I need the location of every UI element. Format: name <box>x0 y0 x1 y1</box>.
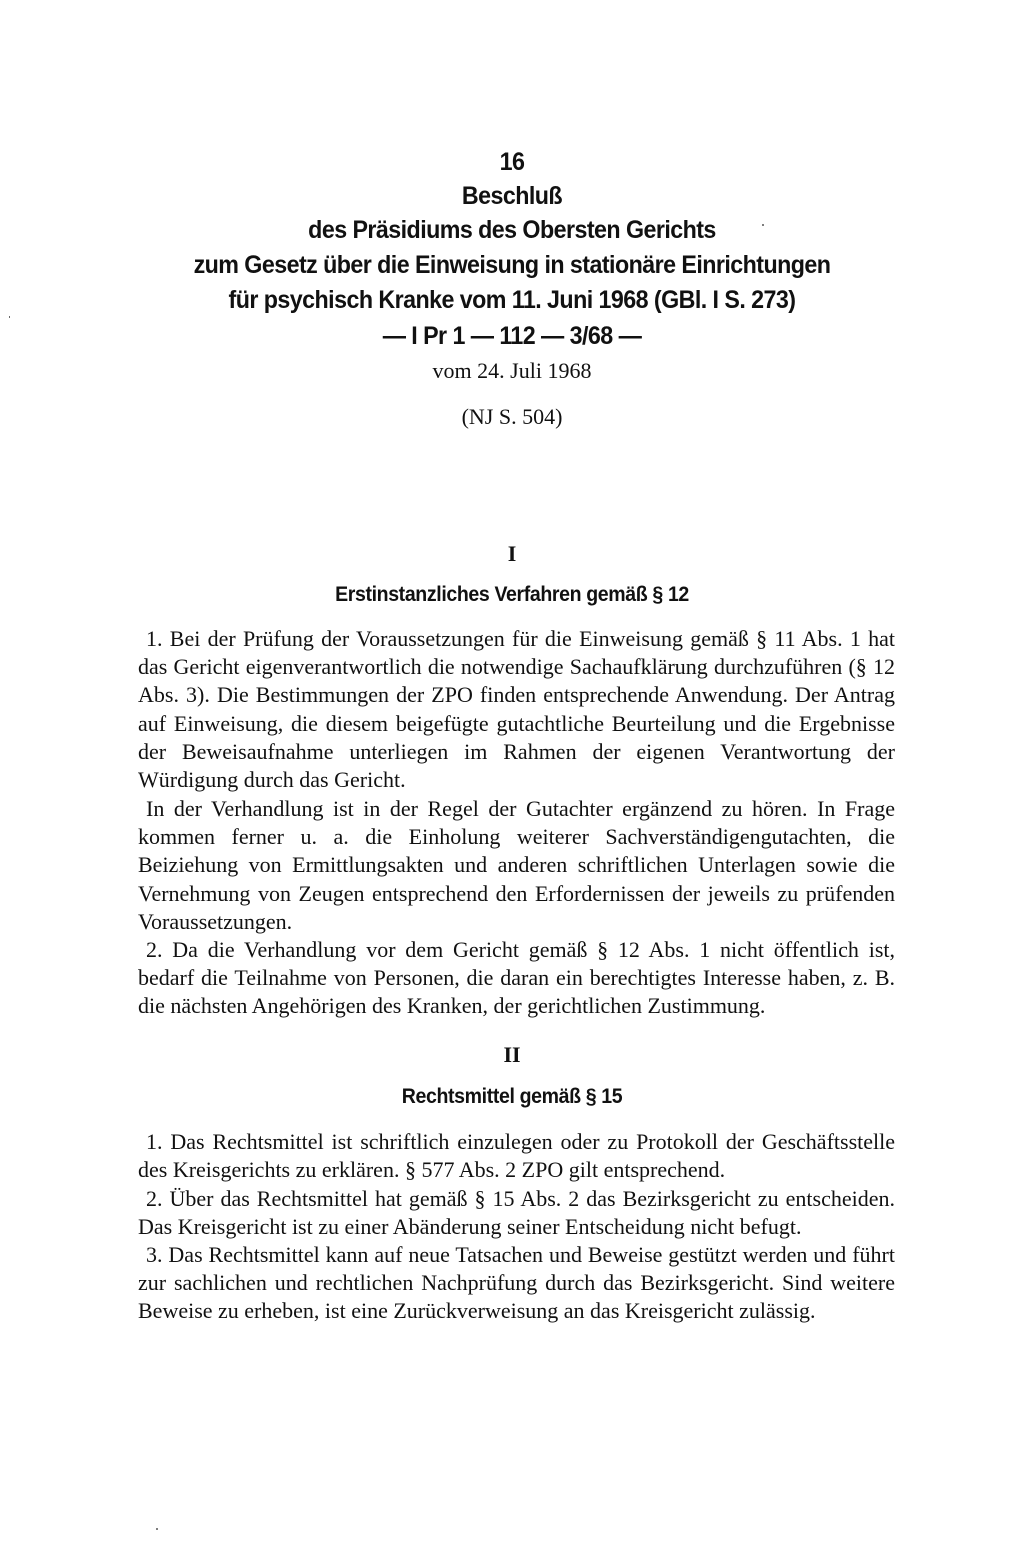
section-2-title: Rechtsmittel gemäß § 15 <box>401 1085 623 1108</box>
law-date-line: für psychisch Kranke vom 11. Juni 1968 (GBl. I S. 273) <box>228 286 796 314</box>
law-title-line: zum Gesetz über die Einweisung in stationäre Einrichtungen <box>193 251 831 279</box>
section-1-number: I <box>507 541 517 566</box>
section-1-paragraph-2: In der Verhandlung ist in der Regel der Gutachter ergänzend zu hören. In Frage kommen ferner u. a. die Einholung weiterer Sachverständigengutachten, die Beiziehung von Ermittlungsakten und anderen schriftlichen Unterlagen sowie die Vernehmung von Zeugen entsprechend den Erfordernissen der jeweils zu prüfenden Voraussetzungen. <box>138 796 895 934</box>
scan-speck <box>156 1528 158 1530</box>
section-2-paragraph-2: 2. Über das Rechtsmittel hat gemäß § 15 Abs. 2 das Bezirksgericht zu entscheiden. Das Kreisgericht ist zu einer Abänderung seiner Entscheidung nicht befugt. <box>138 1186 895 1240</box>
section-1-title: Erstinstanzliches Verfahren gemäß § 12 <box>335 583 689 606</box>
section-2-number: II <box>503 1042 521 1067</box>
document-title: Beschluß <box>461 182 563 210</box>
case-reference: — I Pr 1 — 112 — 3/68 — <box>382 322 642 350</box>
section-2-paragraph-1: 1. Das Rechtsmittel ist schriftlich einzulegen oder zu Protokoll der Geschäftsstelle des Kreisgerichts zu erklären. § 577 Abs. 2 ZPO gilt entsprechend. <box>138 1129 895 1183</box>
scan-speck <box>9 316 10 318</box>
publication-source: (NJ S. 504) <box>461 404 563 429</box>
decision-date: vom 24. Juli 1968 <box>432 358 592 383</box>
scan-speck <box>762 224 764 226</box>
section-1-paragraph-3: 2. Da die Verhandlung vor dem Gericht gemäß § 12 Abs. 1 nicht öffentlich ist, bedarf die Teilnahme von Personen, die daran ein berechtigtes Interesse haben, z. B. die nächsten Angehörigen des Kranken, der gerichtlichen Zustimmung. <box>138 937 895 1019</box>
decision-number: 16 <box>499 148 525 176</box>
issuer-line: des Präsidiums des Obersten Gerichts <box>308 216 716 244</box>
section-2-paragraph-3: 3. Das Rechtsmittel kann auf neue Tatsachen und Beweise gestützt werden und führt zur sachlichen und rechtlichen Nachprüfung durch das Bezirksgericht. Sind weitere Beweise zu erheben, ist eine Zurückverweisung an das Kreisgericht zulässig. <box>138 1242 895 1324</box>
section-1-paragraph-1: 1. Bei der Prüfung der Voraussetzungen für die Einweisung gemäß § 11 Abs. 1 hat das Gericht eigenverantwortlich die notwendige Sachaufklärung durchzuführen (§ 12 Abs. 3). Die Bestimmungen der ZPO finden entsprechende Anwendung. Der Antrag auf Einweisung, die diesem beigefügte gutachtliche Beurteilung und die Ergebnisse der Beweisaufnahme unterliegen im Rahmen der eigenen Verantwortung der Würdigung durch das Gericht. <box>138 626 895 793</box>
